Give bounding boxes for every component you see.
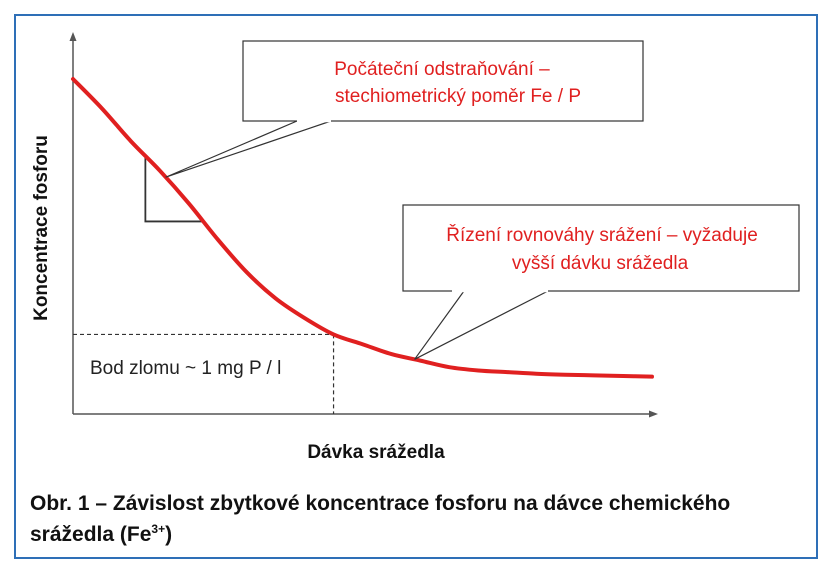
callout-initial-removal <box>166 41 643 177</box>
callout-initial-box <box>243 41 643 121</box>
callout-initial-line-1: Počáteční odstraňování – <box>334 59 550 80</box>
y-axis-label: Koncentrace fosforu <box>31 135 52 321</box>
figure-caption <box>30 488 810 550</box>
callout-equilibrium-box <box>403 205 799 291</box>
caption-line-2-prefix: srážedla (Fe <box>30 523 152 546</box>
callout-equilibrium-line-2: vyšší dávku srážedla <box>511 253 689 274</box>
callout-initial-line-2: stechiometrický poměr Fe / P <box>334 86 582 107</box>
caption-line-2 <box>30 519 810 550</box>
callout-equilibrium-line-1: Řízení rovnováhy srážení – vyžaduje <box>446 225 758 246</box>
callout-equilibrium <box>403 205 799 359</box>
caption-line-1: Obr. 1 – Závislost zbytkové koncentrace fosforu na dávce chemického <box>30 492 731 515</box>
x-axis-arrow-icon <box>649 411 658 418</box>
caption-line-2-suffix: ) <box>165 523 173 546</box>
breakpoint-label: Bod zlomu ~ 1 mg P / l <box>90 358 282 379</box>
y-axis-arrow-icon <box>70 32 77 41</box>
callout-initial-pointer <box>166 121 331 177</box>
callout-equilibrium-pointer <box>415 291 548 359</box>
caption-superscript: 3+ <box>151 522 166 536</box>
x-axis-label: Dávka srážedla <box>307 442 445 463</box>
